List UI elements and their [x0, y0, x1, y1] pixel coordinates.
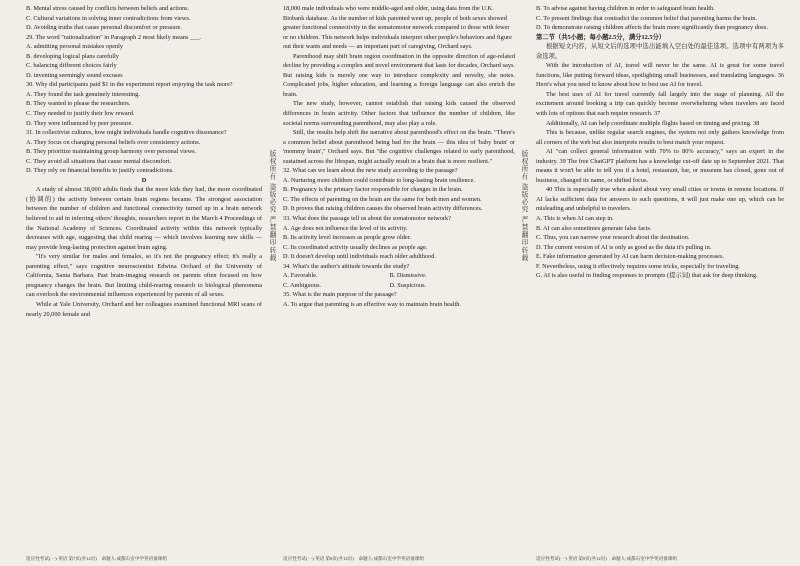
- option-row: [283, 281, 515, 291]
- footer-page-8: 适应性考试(一)·英语 第8页(共12页) 命题人:成都石室中学英语备课组: [283, 556, 424, 561]
- answer-option: D. They were influenced by peer pressure.: [26, 119, 133, 127]
- question: 33. What does the passage tell us about the somatomotor network?: [283, 215, 451, 223]
- answer-option: A. This is when AI can step in.: [536, 215, 614, 223]
- answer-option: D. It proves that raising children causes the observed brain activity differences.: [283, 205, 483, 213]
- option-row: [283, 271, 515, 281]
- answer-option: A. Age does not influence the level of its activity.: [283, 224, 408, 232]
- footer-page-7: 适应性考试(一)·英语 第7页(共12页) 命题人:成都石室中学英语备课组: [26, 556, 167, 561]
- column-right: [536, 4, 784, 281]
- answer-option: A. They focus on changing personal beliefs over consistency actions.: [26, 138, 201, 146]
- answer-option: F. Nevertheless, using it effectively requires some tricks, especially for traveling.: [536, 262, 740, 270]
- answer-option: B. Its activity level increases as people grow older.: [283, 234, 411, 242]
- passage-paragraph: 40 This is especially true when asked about very small cities or towns in remote locations. If AI lacks sufficient data for answers to such questions, it will just make one up, which can be misleading and unhelpful to travelers.: [536, 186, 784, 213]
- passage-paragraph: "It's very similar for males and females, so it's not the pregnancy effect; it's really a parenting effect," says cognitive neuroscientist Edwina Orchard of the University of California, Santa Barbara. Past brain-imaging research on parents often focused on how pregnancy changes the brain. But limiting child-rearing research to biological phenomena can overlook the environmental influences experienced by parents of all sexes.: [26, 253, 262, 299]
- answer-option: C. Its coordinated activity usually declines as people age.: [283, 243, 428, 251]
- question: 35. What is the main purpose of the passage?: [283, 291, 397, 299]
- answer-option: A. They found the task genuinely interesting.: [26, 90, 140, 98]
- question: 31. In collectivist cultures, how might individuals handle cognitive dissonance?: [26, 129, 227, 137]
- answer-option: E. Fake information generated by AI can harm decision-making processes.: [536, 253, 724, 261]
- answer-option: D. To demonstrate raising children affects the brain more significantly than pregnancy does.: [536, 24, 768, 32]
- answer-option: B. Mental stress caused by conflicts between beliefs and actions.: [26, 5, 190, 12]
- passage-paragraph: While at Yale University, Orchard and her colleagues examined functional MRI scans of nearly 20,000 female and: [26, 300, 262, 318]
- option-item: D. Suspicious.: [389, 281, 427, 289]
- passage-paragraph: The best uses of AI for travel currently fall largely into the stage of planning. All the excitement around booking a trip can quickly become overwhelming when travelers are faced with lots of options that each require research. 37: [536, 90, 784, 118]
- copyright-stamp-left: 版权所有 盗版必究 严禁翻印转载: [268, 150, 275, 262]
- passage-paragraph: The new study, however, cannot establish that raising kids caused the observed differences in brain activity. Other factors that influence the number of children, like societal norms surrounding parenthood, may also play a role.: [283, 100, 515, 127]
- answer-option: C. They needed to justify their low reward.: [26, 110, 135, 118]
- passage-paragraph: AI "can collect general information with 70% to 80% accuracy," says an expert in the industry. 39 The free ChatGPT platform has a knowledge cut-off date up to September 2021. That means it won't be able to tell you if a hotel, restaurant, bar, or museum has closed, gone out of business, changed its name, or shifted focus.: [536, 148, 784, 184]
- question: 29. The word "rationalization" in Paragraph 2 most likely means ___.: [26, 33, 202, 41]
- question: 34. What's the author's attitude towards the study?: [283, 262, 410, 270]
- copyright-stamp-right: 版权所有 盗版必究 严禁翻印转载: [520, 150, 527, 262]
- answer-option: A. admitting personal mistakes openly: [26, 43, 124, 51]
- answer-option: B. developing logical plans carefully: [26, 52, 119, 60]
- column-middle: [283, 4, 515, 310]
- question: 30. Why did participants paid $1 in the experiment report enjoying the task more?: [26, 81, 233, 89]
- answer-option: B. Pregnancy is the primary factor responsible for changes in the brain.: [283, 186, 463, 194]
- passage-paragraph: Parenthood may shift brain region coordination in the opposite direction of age-related decline by providing a complex and novel environment that lasts for decades, Orchard says. But raising kids is merely one way to introduce complexity and novelty, she notes. Complicated jobs, higher education, and learning a foreign language can also enrich the brain.: [283, 52, 515, 98]
- passage-paragraph: 18,000 male individuals who were middle-aged and older, using data from the U.K. Biobank database. As the number of kids parented went up, people of both sexes showed greater functional connectivity in the somatomotor network compared to those with fewer or no children. This network helps individuals interpret other people's behaviors and figure out their wants and needs — an important part of caregiving, Orchard says.: [283, 5, 512, 51]
- answer-option: D. They rely on financial benefits to justify contradictions.: [26, 167, 174, 175]
- passage-paragraph: With the introduction of AI, travel will never be the same. AI is great for some travel functions, like putting forward ideas, spotlighting small businesses, and translating languages. 36 Here's what you need to know about how to best use AI for travel.: [536, 62, 784, 89]
- answer-option: C. To present findings that contradict the common belief that parenting harms the brain.: [536, 14, 757, 22]
- answer-option: D. Avoiding truths that cause personal discomfort or pressure.: [26, 24, 182, 32]
- section-instruction: 第二节（共5小题；每小题2.5分，满分12.5分）: [536, 33, 666, 41]
- answer-option: D. The current version of AI is only as good as the data it's pulling in.: [536, 243, 712, 251]
- answer-option: D. It doesn't develop until individuals reach older adulthood.: [283, 253, 436, 261]
- footer-page-9: 适应性考试(一)·英语 第9页(共12页) 命题人:成都石室中学英语备课组: [536, 556, 677, 561]
- answer-option: C. Cultural variations in solving inner contradictions from views.: [26, 14, 191, 22]
- passage-paragraph: A study of almost 38,000 adults finds that the more kids they had, the more coordinated (协调的) the activity between certain brain regions became. The strongest association between the number of children and functional connectivity turned up in a brain network believed to aid in inferring others' thoughts, researchers report in the March 4 Proceedings of the National Academy of Sciences. Coordinated activity within this network typically decreases with age, suggesting that child rearing — which involves learning new skills — may provide long-lasting protection against brain aging.: [26, 186, 262, 251]
- answer-option: C. They avoid all situations that cause mental discomfort.: [26, 157, 172, 165]
- column-left: [26, 4, 262, 319]
- answer-option: A. Nurturing more children could contribute to long-lasting brain resilience.: [283, 176, 475, 184]
- option-item: C. Ambiguous.: [283, 281, 321, 289]
- answer-option: C. Thus, you can narrow your research about the destination.: [536, 234, 690, 242]
- answer-option: A. To argue that parenting is an effective way to maintain brain health.: [283, 300, 461, 308]
- option-item: B. Dismissive.: [389, 272, 427, 280]
- answer-option: B. AI can also sometimes generate false facts.: [536, 224, 652, 232]
- answer-option: B. They wanted to please the researchers.: [26, 100, 131, 108]
- section-heading: D: [141, 176, 147, 184]
- option-item: A. Favorable.: [283, 272, 318, 280]
- answer-option: B. To advise against having children in order to safeguard brain health.: [536, 5, 715, 12]
- answer-option: C. balancing different choices fairly: [26, 62, 117, 70]
- answer-option: C. The effects of parenting on the brain are the same for both men and women.: [283, 195, 482, 203]
- answer-option: D. inventing seemingly sound excuses: [26, 71, 123, 79]
- answer-option: G. AI is also useful in finding responses to prompts (提示词) that ask for deep thinking.: [536, 272, 758, 280]
- answer-option: B. They prioritize maintaining group harmony over personal views.: [26, 148, 197, 156]
- passage-paragraph: This is because, unlike regular search engines, the system not only gathers knowledge from all corners of the web but also interprets results to best match your request.: [536, 129, 784, 146]
- passage-paragraph: Still, the results help shift the narrative about parenthood's effect on the brain. "There's a common belief about parenthood being bad for the brain — this idea of 'baby brain' or 'mommy brain'," Orchard says. But "the cognitive challenges related to early parenthood, sustained across the lifespan, might actually result in a brain that is more resilient.": [283, 129, 515, 165]
- question: 32. What can we learn about the new study according to the passage?: [283, 167, 458, 175]
- passage-paragraph: 根据短文内容，从短文后的选项中选出能填入空白处的最佳选项。选项中有两项为多余选项。: [536, 43, 784, 60]
- passage-paragraph: Additionally, AI can help coordinate multiple flights based on timing and pricing. 38: [546, 119, 760, 127]
